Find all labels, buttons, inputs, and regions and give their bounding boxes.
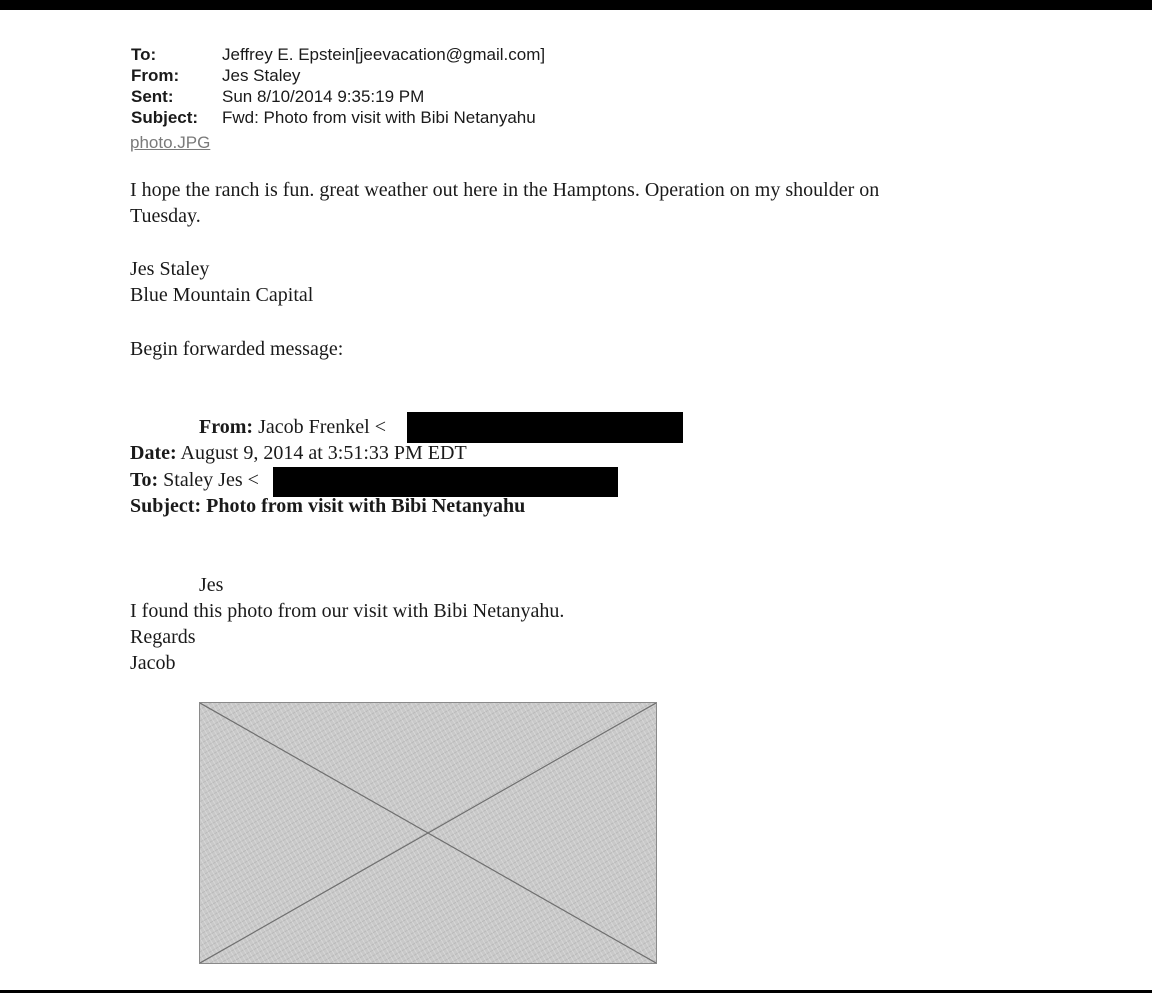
fwd-date-line: [130, 440, 467, 466]
header-to-label: To:: [131, 45, 157, 64]
header-sent-row: [131, 86, 545, 107]
header-sent-value: Sun 8/10/2014 9:35:19 PM: [222, 87, 425, 106]
redaction-bar: [407, 412, 683, 443]
header-from-value: Jes Staley: [222, 66, 301, 85]
fwd-date-label: Date:: [130, 442, 177, 464]
attachment-link[interactable]: photo.JPG: [130, 133, 211, 152]
fwd-from-value: Jacob Frenkel <: [258, 416, 386, 438]
email-header: [131, 44, 545, 128]
fwd-greeting: Jes: [199, 574, 224, 596]
header-from-label: From:: [131, 66, 180, 85]
signature-name: Jes Staley: [130, 258, 210, 280]
fwd-to-value: Staley Jes <: [163, 469, 259, 491]
fwd-closing: Regards: [130, 626, 196, 648]
header-from-row: [131, 65, 545, 86]
photo-placeholder[interactable]: [199, 702, 657, 964]
fwd-to-label: To:: [130, 469, 159, 491]
header-to-value: Jeffrey E. Epstein[jeevacation@gmail.com]: [222, 45, 546, 64]
fwd-date-value: August 9, 2014 at 3:51:33 PM EDT: [180, 442, 467, 464]
fwd-from-line: [199, 414, 386, 440]
broken-image-icon: [200, 703, 656, 963]
header-sent-label: Sent:: [131, 87, 174, 106]
top-border: [0, 0, 1152, 10]
header-subject-label: Subject:: [131, 108, 199, 127]
fwd-subject-label: Subject:: [130, 495, 202, 517]
forward-intro: Begin forwarded message:: [130, 338, 344, 360]
fwd-subject-value: Photo from visit with Bibi Netanyahu: [206, 495, 526, 517]
header-subject-value: Fwd: Photo from visit with Bibi Netanyahu: [222, 108, 536, 127]
body-line-2: Tuesday.: [130, 205, 201, 227]
header-to-row: [131, 44, 545, 65]
header-subject-row: [131, 107, 545, 128]
fwd-subject-line: [130, 493, 525, 519]
fwd-to-line: [130, 467, 259, 493]
body-line-1: I hope the ranch is fun. great weather out here in the Hamptons. Operation on my shoulder on: [130, 179, 880, 201]
fwd-from-label: From:: [199, 416, 254, 438]
fwd-signoff: Jacob: [130, 652, 176, 674]
signature-company: Blue Mountain Capital: [130, 284, 314, 306]
fwd-message: I found this photo from our visit with Bibi Netanyahu.: [130, 600, 565, 622]
